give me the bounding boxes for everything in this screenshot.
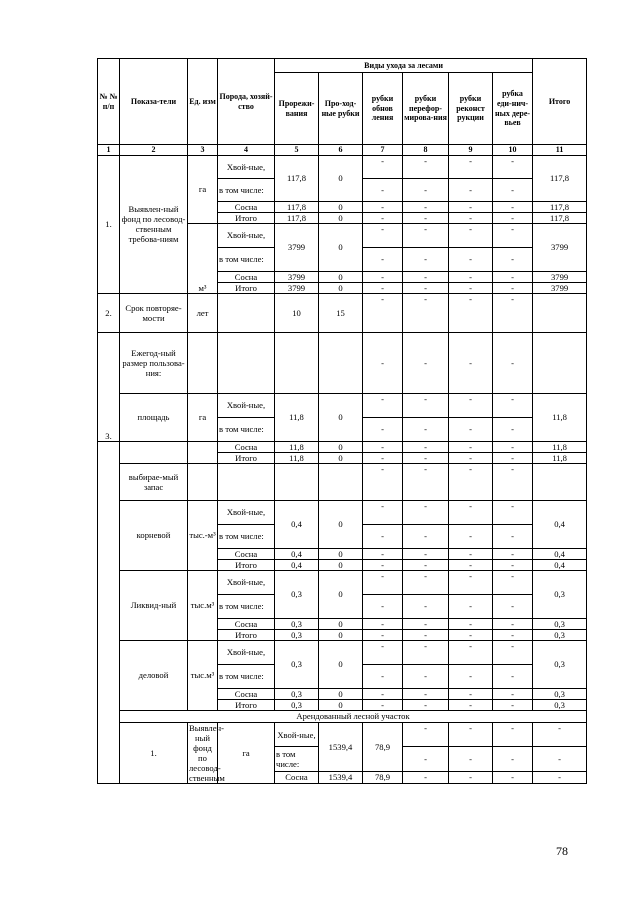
header-care-types: Виды ухода за лесами xyxy=(275,59,533,73)
dash: - xyxy=(403,223,449,247)
dash: - xyxy=(363,441,403,452)
dash: - xyxy=(403,594,449,618)
dash: - xyxy=(403,559,449,570)
row4-number: 1. xyxy=(120,722,188,783)
zero: 0 xyxy=(319,201,363,212)
dash: - xyxy=(449,155,493,178)
pine-label: Сосна xyxy=(218,441,275,452)
dash: - xyxy=(363,618,403,629)
dash: - xyxy=(363,178,403,201)
root-pine-total: 0,4 xyxy=(533,548,587,559)
area-pine-thinning: 11,8 xyxy=(275,441,319,452)
including-label: в том числе: xyxy=(218,594,275,618)
dash: - xyxy=(493,282,533,293)
conifers-label: Хвой-ные, xyxy=(218,570,275,594)
colnum: 7 xyxy=(363,145,403,156)
liquid-thinning: 0,3 xyxy=(275,570,319,618)
row1-ha-pine-total: 117,8 xyxy=(533,201,587,212)
dash: - xyxy=(403,548,449,559)
colnum: 5 xyxy=(275,145,319,156)
area-grand-total: 11,8 xyxy=(533,452,587,463)
liquid-stock-unit: тыс.м³ xyxy=(188,570,218,640)
root-pine-thinning: 0,4 xyxy=(275,548,319,559)
dash: - xyxy=(403,772,449,783)
row2-total xyxy=(533,293,587,332)
pine-label: Сосна xyxy=(218,201,275,212)
dash: - xyxy=(363,629,403,640)
dash: - xyxy=(493,201,533,212)
business-total-thinning: 0,3 xyxy=(275,699,319,710)
empty-cell xyxy=(533,332,587,393)
dash: - xyxy=(493,722,533,747)
dash: - xyxy=(363,332,403,393)
dash: - xyxy=(449,223,493,247)
including-label: в том числе: xyxy=(218,664,275,688)
dash: - xyxy=(449,664,493,688)
dash: - xyxy=(403,293,449,332)
total-label: Итого xyxy=(218,559,275,570)
header-reconstruction-cuts: рубки реконст рукции xyxy=(449,73,493,145)
dash: - xyxy=(403,500,449,524)
empty-cell xyxy=(120,441,188,463)
dash: - xyxy=(493,223,533,247)
leased-plot-section-title: Арендованный лесной участок xyxy=(120,710,587,722)
colnum: 2 xyxy=(120,145,188,156)
dash: - xyxy=(363,417,403,441)
business-stock-label: деловой xyxy=(120,640,188,710)
row1-m3-total: 3799 xyxy=(533,223,587,271)
dash: - xyxy=(493,688,533,699)
stock-label: выбирае-мый запас xyxy=(120,463,188,500)
area-thinning: 11,8 xyxy=(275,393,319,441)
row1-ha-total: 117,8 xyxy=(533,155,587,201)
dash: - xyxy=(493,155,533,178)
area-unit: га xyxy=(188,393,218,441)
row1-unit-m3: м³ xyxy=(188,223,218,293)
dash: - xyxy=(449,441,493,452)
row4-unit: га xyxy=(218,722,275,783)
business-total: 0,3 xyxy=(533,640,587,688)
empty-cell xyxy=(275,463,319,500)
header-indicators: Показа-тели xyxy=(120,59,188,145)
business-thinning: 0,3 xyxy=(275,640,319,688)
zero: 0 xyxy=(319,500,363,548)
zero: 0 xyxy=(319,559,363,570)
total-label: Итого xyxy=(218,452,275,463)
including-label: в том числе: xyxy=(218,247,275,271)
row4-pine-thinning: 1539,4 xyxy=(319,772,363,783)
dash: - xyxy=(363,282,403,293)
dash: - xyxy=(403,618,449,629)
zero: 0 xyxy=(319,570,363,618)
colnum: 6 xyxy=(319,145,363,156)
empty-cell xyxy=(319,332,363,393)
pine-label: Сосна xyxy=(218,548,275,559)
row3-number: 3. xyxy=(98,332,120,441)
dash: - xyxy=(363,524,403,548)
zero: 0 xyxy=(319,393,363,441)
dash: - xyxy=(363,594,403,618)
empty-cell xyxy=(218,463,275,500)
dash: - xyxy=(363,223,403,247)
dash: - xyxy=(533,722,587,747)
dash: - xyxy=(403,441,449,452)
header-number: № № п/п xyxy=(98,59,120,145)
dash: - xyxy=(403,722,449,747)
row1-m3-thinning: 3799 xyxy=(275,223,319,271)
dash: - xyxy=(493,594,533,618)
dash: - xyxy=(449,417,493,441)
dash: - xyxy=(363,664,403,688)
row2-species xyxy=(218,293,275,332)
row4-thinning: 1539,4 xyxy=(319,722,363,772)
header-renewal-cuts: рубки обнов ления xyxy=(363,73,403,145)
row1-ha-thinning: 117,8 xyxy=(275,155,319,201)
dash: - xyxy=(363,570,403,594)
zero: 0 xyxy=(319,271,363,282)
including-label: в том числе: xyxy=(218,524,275,548)
dash: - xyxy=(449,332,493,393)
pine-label: Сосна xyxy=(218,618,275,629)
dash: - xyxy=(449,212,493,223)
dash: - xyxy=(449,699,493,710)
dash: - xyxy=(449,688,493,699)
zero: 0 xyxy=(319,640,363,688)
colnum: 9 xyxy=(449,145,493,156)
dash: - xyxy=(493,699,533,710)
row1-ha-grand-total: 117,8 xyxy=(533,212,587,223)
dash: - xyxy=(493,417,533,441)
root-total: 0,4 xyxy=(533,500,587,548)
area-total-thinning: 11,8 xyxy=(275,452,319,463)
dash: - xyxy=(403,664,449,688)
row1-ha-pine-thinning: 117,8 xyxy=(275,201,319,212)
area-label: площадь xyxy=(120,393,188,441)
dash: - xyxy=(363,212,403,223)
business-pine-thinning: 0,3 xyxy=(275,688,319,699)
dash: - xyxy=(363,699,403,710)
dash: - xyxy=(449,452,493,463)
dash: - xyxy=(449,640,493,664)
dash: - xyxy=(493,559,533,570)
zero: 0 xyxy=(319,548,363,559)
root-grand-total: 0,4 xyxy=(533,559,587,570)
column-numbers-row xyxy=(98,145,587,156)
dash: - xyxy=(493,393,533,417)
dash: - xyxy=(493,618,533,629)
row4-label: Выявлен-ный фонд по лесовод-ственным xyxy=(189,722,225,783)
dash: - xyxy=(493,747,533,772)
dash: - xyxy=(403,212,449,223)
dash: - xyxy=(449,559,493,570)
header-unit: Ед. изм xyxy=(188,59,218,145)
header-species: Порода, хозяй-ство xyxy=(218,59,275,145)
liquid-total-thinning: 0,3 xyxy=(275,629,319,640)
dash: - xyxy=(493,271,533,282)
dash: - xyxy=(449,629,493,640)
colnum: 11 xyxy=(533,145,587,156)
dash: - xyxy=(363,155,403,178)
row2-passage: 15 xyxy=(319,293,363,332)
row1-number: 1. xyxy=(98,155,120,293)
root-stock-label: корневой xyxy=(120,500,188,570)
dash: - xyxy=(449,282,493,293)
dash: - xyxy=(533,772,587,783)
area-pine-total: 11,8 xyxy=(533,441,587,452)
dash: - xyxy=(449,570,493,594)
liquid-stock-label: Ликвид-ный xyxy=(120,570,188,640)
business-stock-unit: тыс.м³ xyxy=(188,640,218,710)
colnum: 4 xyxy=(218,145,275,156)
zero: 0 xyxy=(319,629,363,640)
pine-label: Сосна xyxy=(218,271,275,282)
conifers-label: Хвой-ные, xyxy=(218,393,275,417)
empty-cell xyxy=(188,332,218,393)
dash: - xyxy=(493,548,533,559)
dash: - xyxy=(449,247,493,271)
header-single-tree-cut: рубка еди-нич-ных дере-вьев xyxy=(493,73,533,145)
empty-cell xyxy=(188,441,218,463)
dash: - xyxy=(403,332,449,393)
empty-cell xyxy=(218,332,275,393)
dash: - xyxy=(403,417,449,441)
dash: - xyxy=(493,629,533,640)
row1-ha-total-thinning: 117,8 xyxy=(275,212,319,223)
dash: - xyxy=(493,640,533,664)
pine-label: Сосна xyxy=(218,688,275,699)
dash: - xyxy=(403,524,449,548)
liquid-pine-total: 0,3 xyxy=(533,618,587,629)
dash: - xyxy=(449,524,493,548)
dash: - xyxy=(493,332,533,393)
dash: - xyxy=(403,463,449,500)
row2-thinning: 10 xyxy=(275,293,319,332)
colnum: 3 xyxy=(188,145,218,156)
including-label: в том числе: xyxy=(218,178,275,201)
zero: 0 xyxy=(319,699,363,710)
dash: - xyxy=(449,747,493,772)
liquid-pine-thinning: 0,3 xyxy=(275,618,319,629)
row1-m3-pine-thinning: 3799 xyxy=(275,271,319,282)
dash: - xyxy=(449,463,493,500)
dash: - xyxy=(403,570,449,594)
dash: - xyxy=(493,500,533,524)
dash: - xyxy=(363,452,403,463)
zero: 0 xyxy=(319,282,363,293)
dash: - xyxy=(493,212,533,223)
total-label: Итого xyxy=(218,282,275,293)
dash: - xyxy=(363,463,403,500)
row1-ha-passage: 0 xyxy=(319,155,363,201)
total-label: Итого xyxy=(218,629,275,640)
including-label: в том числе: xyxy=(275,747,319,772)
dash: - xyxy=(449,772,493,783)
row3-label: Ежегод-ный размер пользова-ния: xyxy=(120,332,188,393)
dash: - xyxy=(533,747,587,772)
business-pine-total: 0,3 xyxy=(533,688,587,699)
row1-label: Выявлен-ный фонд по лесовод-ственным требова-ниям xyxy=(120,155,188,293)
dash: - xyxy=(363,688,403,699)
dash: - xyxy=(493,452,533,463)
liquid-total: 0,3 xyxy=(533,570,587,618)
dash: - xyxy=(403,640,449,664)
row1-unit-ha: га xyxy=(188,155,218,223)
forest-care-table xyxy=(97,58,587,784)
conifers-label: Хвой-ные, xyxy=(275,722,319,747)
dash: - xyxy=(493,772,533,783)
dash: - xyxy=(449,594,493,618)
dash: - xyxy=(449,201,493,212)
colnum: 10 xyxy=(493,145,533,156)
dash: - xyxy=(449,548,493,559)
conifers-label: Хвой-ные, xyxy=(218,500,275,524)
row1-m3-pine-total: 3799 xyxy=(533,271,587,282)
dash: - xyxy=(493,524,533,548)
dash: - xyxy=(363,271,403,282)
dash: - xyxy=(403,201,449,212)
zero: 0 xyxy=(319,441,363,452)
header-passage-cuts: Про-ход-ные рубки xyxy=(319,73,363,145)
row2-unit: лет xyxy=(188,293,218,332)
dash: - xyxy=(403,747,449,772)
row4-passage: 78,9 xyxy=(363,722,403,772)
dash: - xyxy=(363,293,403,332)
empty-cell xyxy=(275,332,319,393)
conifers-label: Хвой-ные, xyxy=(218,155,275,178)
zero: 0 xyxy=(319,452,363,463)
total-label: Итого xyxy=(218,212,275,223)
dash: - xyxy=(493,247,533,271)
total-label: Итого xyxy=(218,699,275,710)
zero: 0 xyxy=(319,618,363,629)
dash: - xyxy=(493,664,533,688)
dash: - xyxy=(449,178,493,201)
row2-label: Срок повторяе-мости xyxy=(120,293,188,332)
dash: - xyxy=(493,570,533,594)
dash: - xyxy=(449,722,493,747)
dash: - xyxy=(403,271,449,282)
dash: - xyxy=(363,640,403,664)
dash: - xyxy=(493,463,533,500)
root-thinning: 0,4 xyxy=(275,500,319,548)
header-thinning: Прорежи-вания xyxy=(275,73,319,145)
dash: - xyxy=(403,247,449,271)
dash: - xyxy=(363,548,403,559)
business-grand-total: 0,3 xyxy=(533,699,587,710)
dash: - xyxy=(449,618,493,629)
conifers-label: Хвой-ные, xyxy=(218,223,275,247)
area-total: 11,8 xyxy=(533,393,587,441)
dash: - xyxy=(449,293,493,332)
dash: - xyxy=(493,178,533,201)
including-label: в том числе: xyxy=(218,417,275,441)
empty-cell xyxy=(533,463,587,500)
root-total-thinning: 0,4 xyxy=(275,559,319,570)
conifers-label: Хвой-ные, xyxy=(218,640,275,664)
zero: 0 xyxy=(319,212,363,223)
dash: - xyxy=(403,155,449,178)
zero: 0 xyxy=(319,223,363,271)
dash: - xyxy=(363,559,403,570)
dash: - xyxy=(493,441,533,452)
dash: - xyxy=(403,282,449,293)
colnum: 8 xyxy=(403,145,449,156)
dash: - xyxy=(403,452,449,463)
header-total: Итого xyxy=(533,59,587,145)
dash: - xyxy=(363,201,403,212)
dash: - xyxy=(403,178,449,201)
dash: - xyxy=(403,688,449,699)
dash: - xyxy=(403,699,449,710)
row2-number: 2. xyxy=(98,293,120,332)
dash: - xyxy=(449,500,493,524)
zero: 0 xyxy=(319,688,363,699)
pine-label: Сосна xyxy=(275,772,319,783)
dash: - xyxy=(363,500,403,524)
empty-cell xyxy=(319,463,363,500)
colnum: 1 xyxy=(98,145,120,156)
header-reformation-cuts: рубки перефор-мирова-ния xyxy=(403,73,449,145)
dash: - xyxy=(363,393,403,417)
dash: - xyxy=(403,629,449,640)
dash: - xyxy=(403,393,449,417)
liquid-grand-total: 0,3 xyxy=(533,629,587,640)
dash: - xyxy=(493,293,533,332)
row1-m3-total-thinning: 3799 xyxy=(275,282,319,293)
dash: - xyxy=(449,271,493,282)
row4-pine-passage: 78,9 xyxy=(363,772,403,783)
row1-m3-grand-total: 3799 xyxy=(533,282,587,293)
row3-number-continued xyxy=(98,441,120,783)
root-stock-unit: тыс.-м³ xyxy=(188,500,218,570)
dash: - xyxy=(449,393,493,417)
page-number: 78 xyxy=(556,844,568,858)
dash: - xyxy=(363,247,403,271)
empty-cell xyxy=(188,463,218,500)
